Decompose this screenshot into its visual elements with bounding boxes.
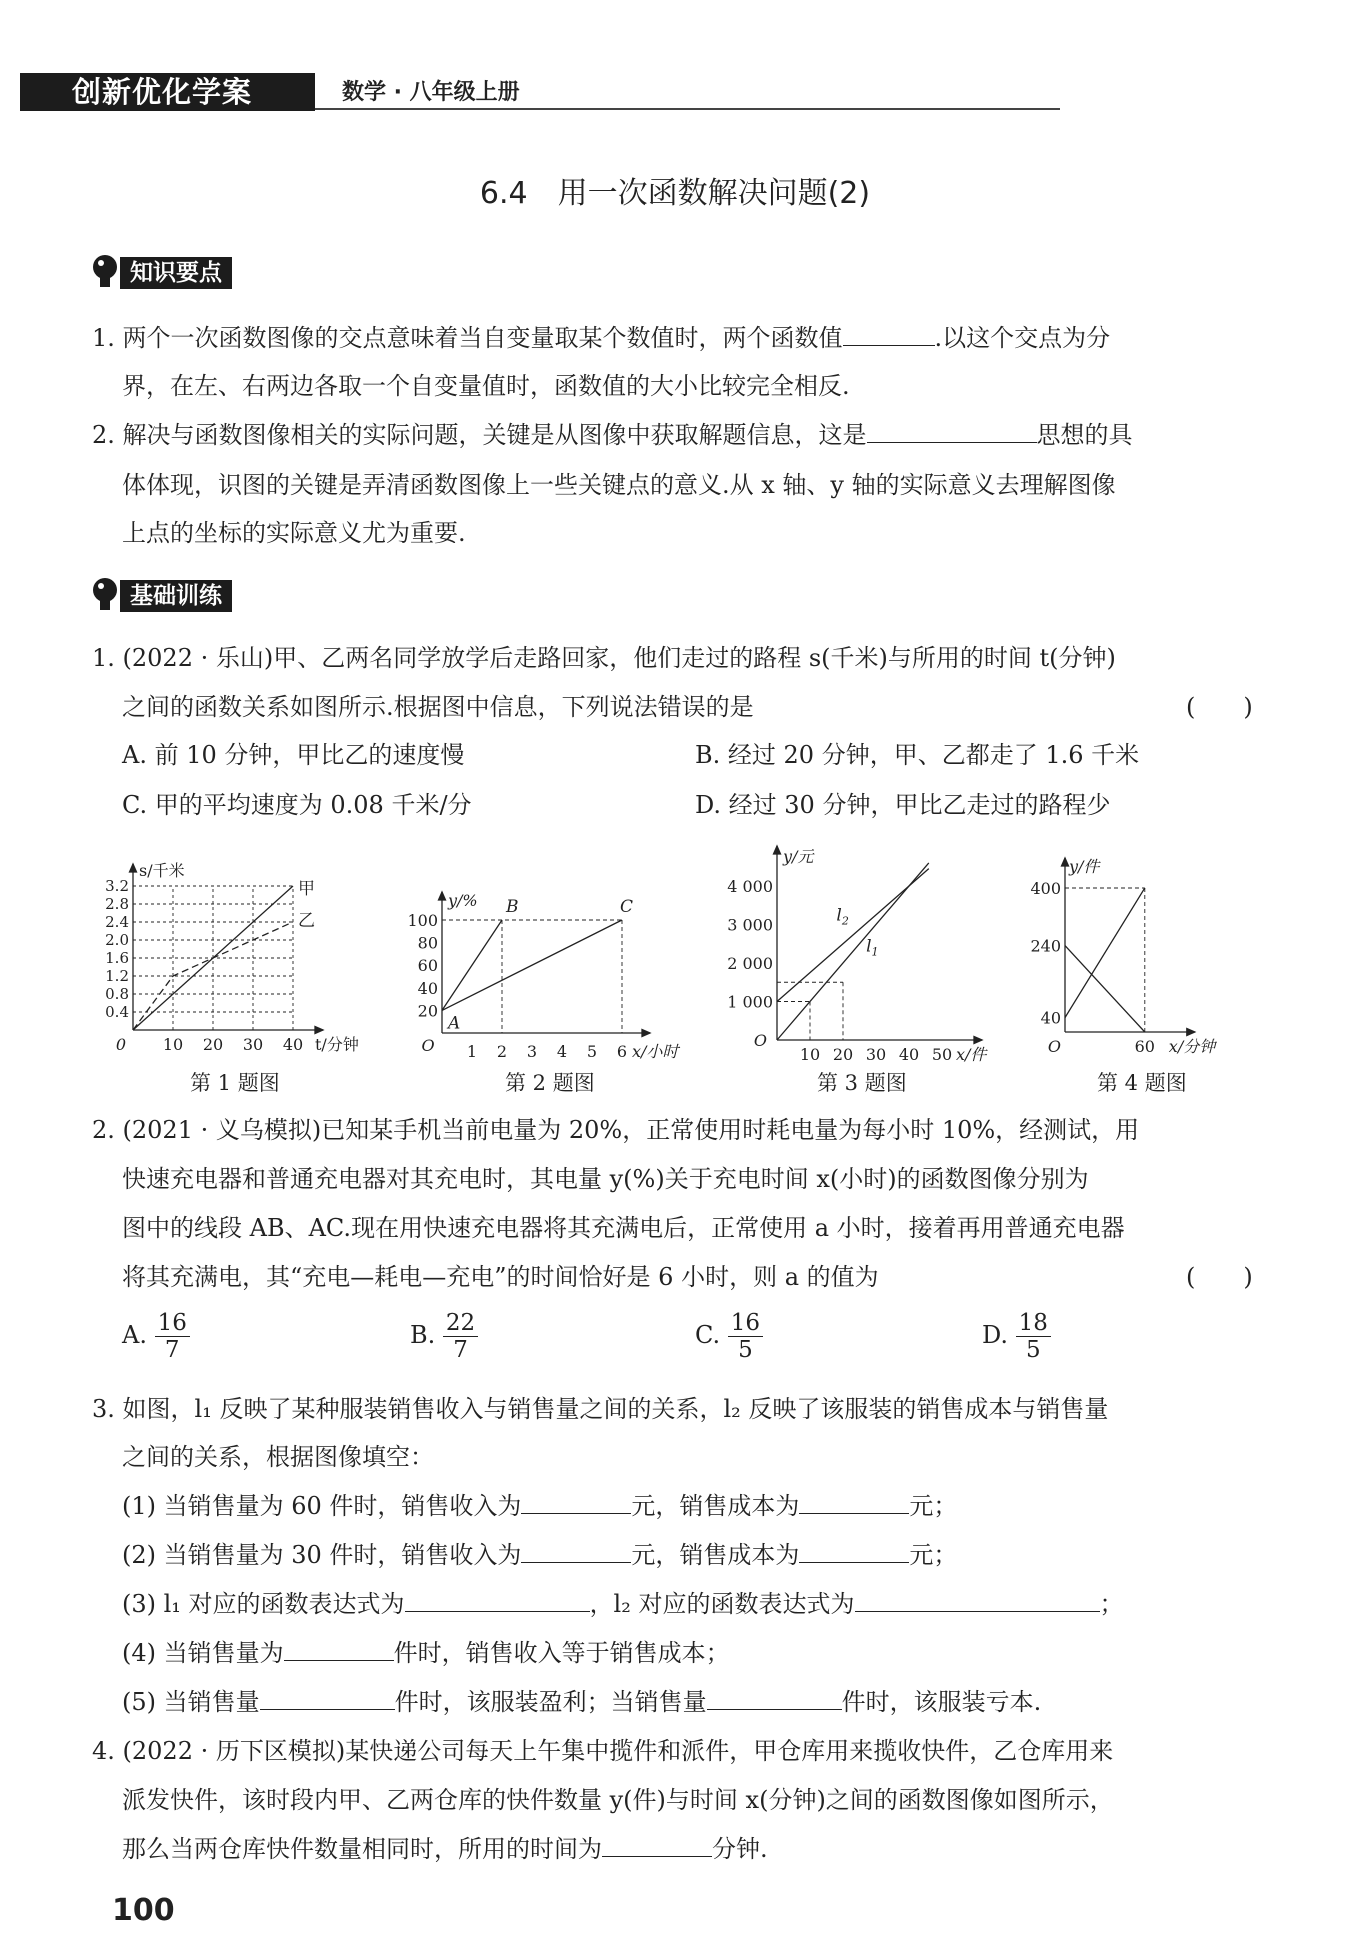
origin-label: O <box>421 1036 435 1055</box>
answer-blank[interactable] <box>867 420 1037 443</box>
x-tick-label: 50 <box>931 1045 953 1064</box>
x-tick-label: 30 <box>242 1035 264 1054</box>
y-tick-label: 1 000 <box>727 992 773 1012</box>
y-tick-label: 2.0 <box>105 931 129 949</box>
q3-sub-5: (5) 当销售量 件时，该服装盈利；当销售量 件时，该服装亏本. <box>122 1688 1042 1716</box>
y-tick-label: 80 <box>417 933 438 953</box>
answer-blank[interactable] <box>843 323 935 346</box>
x-tick-label: 40 <box>282 1035 304 1054</box>
answer-blank[interactable] <box>799 1540 909 1563</box>
x-tick-label: 1 <box>466 1042 478 1061</box>
point-c-label: C <box>620 897 634 917</box>
q3-stem-cont: 之间的关系，根据图像填空： <box>122 1443 434 1471</box>
figure-1-chart <box>95 861 385 1060</box>
lightbulb-icon <box>90 576 120 616</box>
x-tick-label: 6 <box>616 1042 628 1061</box>
q2-answer-paren[interactable]: ( ) <box>1186 1263 1253 1291</box>
figure-4-y-arrow <box>1062 858 1069 866</box>
x-tick-label: 10 <box>799 1045 821 1064</box>
answer-blank[interactable] <box>799 1491 909 1514</box>
header-brand: 创新优化学案 <box>72 75 253 109</box>
line-l1-label: $l_1$ <box>866 936 879 959</box>
y-tick-label: 2.4 <box>105 913 129 931</box>
answer-blank[interactable] <box>602 1834 712 1857</box>
figure-3-x-arrow <box>974 1037 982 1044</box>
origin-label: 0 <box>115 1035 127 1054</box>
header-rule <box>315 108 1060 110</box>
q4-stem-cont: 派发快件，该时段内甲、乙两仓库的快件数量 y(件)与时间 x(分钟)之间的函数图像如图所示， <box>122 1786 1114 1814</box>
answer-blank[interactable] <box>521 1491 631 1514</box>
q2-stem-cont: 将其充满电，其“充电—耗电—充电”的时间恰好是 6 小时，则 a 的值为 <box>122 1263 879 1291</box>
point-a-label: A <box>448 1013 461 1034</box>
figure-3-y-arrow <box>774 846 781 854</box>
y-axis-label: y/% <box>448 891 478 910</box>
figure-2-caption: 第 2 题图 <box>505 1071 595 1095</box>
y-axis-label: y/件 <box>1069 857 1100 876</box>
q2-option-d[interactable]: D. $\frac{18}{5}$ <box>982 1310 1051 1363</box>
q2-option-c[interactable]: C. $\frac{16}{5}$ <box>695 1310 763 1363</box>
lightbulb-icon <box>90 253 120 293</box>
q2-stem-cont: 图中的线段 AB、AC.现在用快速充电器将其充满电后，正常使用 a 小时，接着再用普通充电器 <box>122 1214 1125 1242</box>
page-title: 6.4 用一次函数解决问题(2) <box>479 176 871 211</box>
header-subject: 数学 · 八年级上册 <box>342 80 520 105</box>
origin-label: O <box>753 1031 767 1050</box>
y-tick-label: 40 <box>417 978 438 998</box>
line-l2-label: $l_2$ <box>836 905 849 928</box>
point-b-label: B <box>506 897 519 917</box>
subscript: 2 <box>841 914 849 928</box>
y-tick-label: 400 <box>1030 879 1061 898</box>
x-axis-label: x/分钟 <box>1168 1037 1216 1056</box>
q3-sub-2: (2) 当销售量为 30 件时，销售收入为 元，销售成本为 元； <box>122 1541 958 1569</box>
answer-blank[interactable] <box>855 1589 1100 1612</box>
subscript: 1 <box>871 945 879 959</box>
y-axis-label: s/千米 <box>139 861 185 880</box>
x-axis-label: x/件 <box>956 1045 987 1064</box>
q2-option-b[interactable]: B. $\frac{22}{7}$ <box>410 1310 478 1363</box>
q2-stem-cont: 快速充电器和普通充电器对其充电时，其电量 y(%)关于充电时间 x(小时)的函数图像分别为 <box>122 1165 1089 1193</box>
x-tick-label: 40 <box>898 1045 920 1064</box>
page-number: 100 <box>112 1893 175 1928</box>
q1-option-a[interactable]: A. 前 10 分钟，甲比乙的速度慢 <box>122 741 465 769</box>
series-jia-line <box>1065 888 1145 1018</box>
series-yi-label: 乙 <box>298 911 315 931</box>
q1-option-b[interactable]: B. 经过 20 分钟，甲、乙都走了 1.6 千米 <box>695 741 1140 769</box>
y-tick-label: 3.2 <box>105 877 129 895</box>
q3-stem: 3. 如图，l₁ 反映了某种服装销售收入与销售量之间的关系，l₂ 反映了该服装的销售成本与销售量 <box>92 1395 1109 1423</box>
figure-1-y-arrow <box>130 864 137 872</box>
origin-label: O <box>1047 1037 1061 1056</box>
answer-blank[interactable] <box>707 1687 842 1710</box>
knowledge-item-1: 1. 两个一次函数图像的交点意味着当自变量取某个数值时，两个函数值 .以这个交点为分 <box>92 324 1111 352</box>
y-tick-label: 3 000 <box>727 915 773 935</box>
figure-2-y-arrow <box>439 892 446 900</box>
figure-3-chart <box>725 835 1035 1065</box>
q1-stem-cont: 之间的函数关系如图所示.根据图中信息，下列说法错误的是 <box>122 693 754 721</box>
figure-3-caption: 第 3 题图 <box>817 1071 907 1095</box>
answer-blank[interactable] <box>521 1540 631 1563</box>
y-tick-label: 20 <box>417 1001 438 1021</box>
q4-stem: 4. (2022 · 历下区模拟)某快递公司每天上午集中揽件和派件，甲仓库用来揽收快件，乙仓库用来 <box>92 1737 1114 1765</box>
segment-ac <box>442 920 622 1010</box>
x-tick-label: 30 <box>865 1045 887 1064</box>
figure-1-x-arrow <box>315 1027 323 1034</box>
figure-2-chart <box>400 885 710 1065</box>
y-tick-label: 1.6 <box>105 949 129 967</box>
x-tick-label: 20 <box>202 1035 224 1054</box>
x-tick-label: 20 <box>832 1045 854 1064</box>
x-tick-label: 5 <box>586 1042 598 1061</box>
q3-sub-1: (1) 当销售量为 60 件时，销售收入为 元，销售成本为 元； <box>122 1492 958 1520</box>
y-tick-label: 0.4 <box>105 1003 129 1021</box>
y-tick-label: 2.8 <box>105 895 129 913</box>
x-tick-label: 60 <box>1134 1037 1155 1056</box>
line-l1 <box>777 863 929 1040</box>
segment-ab <box>442 920 502 1010</box>
x-tick-label: 4 <box>556 1042 568 1061</box>
y-tick-label: 240 <box>1030 936 1061 956</box>
answer-blank[interactable] <box>405 1589 590 1612</box>
figure-2-x-arrow <box>642 1030 650 1037</box>
y-tick-label: 2 000 <box>727 954 773 973</box>
x-axis-label: t/分钟 <box>315 1035 359 1054</box>
y-tick-label: 1.2 <box>105 967 129 985</box>
q2-option-a[interactable]: A. $\frac{16}{7}$ <box>122 1310 190 1363</box>
figure-4-caption: 第 4 题图 <box>1097 1071 1187 1095</box>
knowledge-item-2-cont: 体体现，识图的关键是弄清函数图像上一些关键点的意义.从 x 轴、y 轴的实际意义去理解图像 <box>122 471 1116 499</box>
series-yi-line <box>1065 946 1145 1032</box>
answer-blank[interactable] <box>260 1687 395 1710</box>
knowledge-item-2-cont: 上点的坐标的实际意义尤为重要. <box>122 519 466 547</box>
figure-1-caption: 第 1 题图 <box>190 1071 280 1095</box>
q2-stem: 2. (2021 · 义乌模拟)已知某手机当前电量为 20%，正常使用时耗电量为每小时 10%，经测试，用 <box>92 1116 1140 1144</box>
figure-4-chart <box>1030 857 1270 1065</box>
answer-blank[interactable] <box>284 1638 394 1661</box>
figure-4-x-arrow <box>1187 1029 1195 1036</box>
q1-option-c[interactable]: C. 甲的平均速度为 0.08 千米/分 <box>122 791 472 819</box>
section-knowledge-label: 知识要点 <box>120 257 232 289</box>
q3-sub-3: (3) l₁ 对应的函数表达式为 ，l₂ 对应的函数表达式为 ； <box>122 1590 1124 1618</box>
knowledge-item-2: 2. 解决与函数图像相关的实际问题，关键是从图像中获取解题信息，这是 思想的具 <box>92 421 1133 449</box>
y-tick-label: 100 <box>407 911 438 930</box>
y-axis-label: y/元 <box>783 847 814 866</box>
series-jia-label: 甲 <box>298 879 315 899</box>
section-basic-label: 基础训练 <box>120 580 232 612</box>
q1-option-d[interactable]: D. 经过 30 分钟，甲比乙走过的路程少 <box>695 791 1111 819</box>
q1-answer-paren[interactable]: ( ) <box>1186 693 1253 721</box>
x-axis-label: x/小时 <box>632 1042 679 1061</box>
q3-sub-4: (4) 当销售量为 件时，销售收入等于销售成本； <box>122 1639 730 1667</box>
y-tick-label: 0.8 <box>105 985 129 1003</box>
y-tick-label: 4 000 <box>727 877 773 896</box>
y-tick-label: 60 <box>417 956 438 976</box>
y-tick-label: 40 <box>1040 1008 1061 1028</box>
x-tick-label: 3 <box>526 1042 538 1061</box>
x-tick-label: 2 <box>496 1042 508 1061</box>
knowledge-item-1-cont: 界，在左、右两边各取一个自变量值时，函数值的大小比较完全相反. <box>122 372 850 400</box>
q1-stem: 1. (2022 · 乐山)甲、乙两名同学放学后走路回家，他们走过的路程 s(千米)与所用的时间 t(分钟) <box>92 644 1116 672</box>
q4-stem-cont: 那么当两仓库快件数量相同时，所用的时间为 分钟. <box>122 1835 768 1863</box>
x-tick-label: 10 <box>162 1035 184 1054</box>
